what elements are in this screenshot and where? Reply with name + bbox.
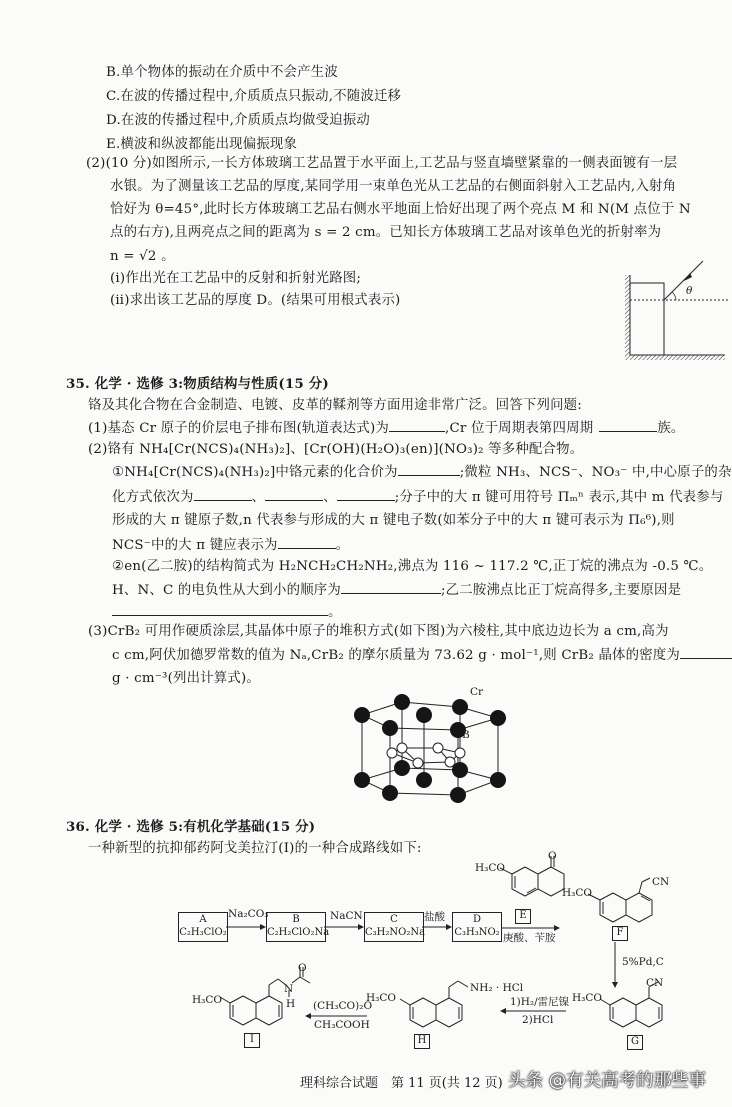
text: H、N、C 的电负性从大到小的顺序为 <box>112 583 341 598</box>
arrow-a-b <box>226 924 266 930</box>
q35-part3-line-3: g · cm⁻³(列出计算式)。 <box>112 671 260 686</box>
text: NCS⁻中的大 π 键应表示为 <box>112 538 278 553</box>
q35-part3-line-2 <box>112 646 732 665</box>
compound-b-box <box>266 912 330 942</box>
reagent-g-h-top: 1)H₂/雷尼镍 <box>510 996 570 1008</box>
tag-f: F <box>612 926 628 941</box>
reagent-a-b: Na₂CO₃ <box>228 908 269 920</box>
q2-line-5: n = √2 。 <box>110 249 175 264</box>
cr-label: Cr <box>470 686 484 698</box>
text: ;分子中的大 π 键可用符号 Πₘⁿ 表示,其中 m 代表参与 <box>394 490 724 505</box>
tag-h: H <box>414 1034 430 1049</box>
q35-part2-4 <box>112 536 349 555</box>
compound-c-box <box>364 912 424 942</box>
compound-c-name: C <box>390 914 398 925</box>
q35-part1 <box>88 419 684 438</box>
answer-blank-hybrid-3[interactable] <box>337 488 395 501</box>
sub-question-ii: (ⅱ)求出该工艺品的厚度 D。(结果可用根式表示) <box>110 293 401 308</box>
reagent-b-c: NaCN <box>330 910 363 922</box>
q36-title: 36. 化学 · 选修 5:有机化学基础(15 分) <box>66 819 316 835</box>
q35-part2-1 <box>112 463 732 482</box>
compound-i-structure <box>210 965 330 1045</box>
answer-blank-orbital[interactable] <box>389 419 445 432</box>
arrow-c-d <box>422 924 452 930</box>
answer-blank-group[interactable] <box>599 419 657 432</box>
reagent-c-d: 盐酸 <box>424 911 445 923</box>
text: ,Cr 位于周期表第四周期 <box>445 421 594 436</box>
compound-c-formula: C₃H₂NO₂Na <box>365 927 426 938</box>
arrow-b-c <box>324 924 364 930</box>
q35-part2-5: ②en(乙二胺)的结构简式为 H₂NCH₂CH₂NH₂,沸点为 116 ~ 117.2 ℃,正丁烷的沸点为 -0.5 ℃。 <box>112 559 713 574</box>
oxo-label-i: O <box>298 962 307 974</box>
compound-g-structure <box>600 985 720 1045</box>
q35-part2: (2)铬有 NH₄[Cr(NCS)₄(NH₃)₂]、[Cr(OH)(H₂O)₃(en)](NO₃)₂ 等多种配合物。 <box>88 442 584 457</box>
q2-line-4: 点的右方),且两亮点之间的距离为 s = 2 cm。已知长方体玻璃工艺品对该单色光的折射率为 <box>110 225 662 240</box>
option-e: E.横波和纵波都能出现偏振现象 <box>106 137 298 152</box>
arrow-f-g <box>612 942 618 988</box>
cn-label-f: CN <box>652 876 670 888</box>
q35-part2-2 <box>112 488 723 507</box>
option-d: D.在波的传播过程中,介质质点均做受迫振动 <box>106 113 371 128</box>
text: 。 <box>328 605 342 620</box>
answer-blank-reason[interactable] <box>112 603 328 616</box>
q2-line-2: 水银。为了测量该工艺品的厚度,某同学用一束单色光从工艺品的右侧面斜射入工艺品内,入射角 <box>110 179 677 194</box>
answer-blank-hybrid-2[interactable] <box>265 488 323 501</box>
glass-block-figure <box>620 255 732 365</box>
tag-g: G <box>627 1035 643 1050</box>
reagent-h-i-bottom: CH₃COOH <box>314 1019 370 1031</box>
answer-blank-hybrid-1[interactable] <box>194 488 252 501</box>
nh2-hcl-label: NH₂ · HCl <box>470 982 524 994</box>
text: 、 <box>251 490 266 505</box>
text: 化方式依次为 <box>112 490 194 505</box>
compound-a-formula: C₂H₃ClO₂ <box>179 927 227 938</box>
text: ;微粒 NH₃、NCS⁻、NO₃⁻ 中,中心原子的杂 <box>459 465 732 480</box>
q35-intro: 铬及其化合物在合金制造、电镀、皮革的鞣剂等方面用途非常广泛。回答下列问题: <box>88 398 582 413</box>
text: c cm,阿伏加德罗常数的值为 Nₐ,CrB₂ 的摩尔质量为 73.62 g · mol⁻¹,则 CrB₂ 晶体的密度为 <box>112 648 680 663</box>
page-footer: 理科综合试题 第 11 页(共 12 页) <box>300 1076 503 1091</box>
compound-d-name: D <box>472 914 482 925</box>
reagent-g-h-bottom: 2)HCl <box>522 1014 554 1026</box>
sub-question-i: (ⅰ)作出光在工艺品中的反射和折射光路图; <box>110 271 362 286</box>
text: ;乙二胺沸点比正丁烷高得多,主要原因是 <box>440 583 682 598</box>
text: 族。 <box>657 421 685 436</box>
answer-blank-valence[interactable] <box>398 463 460 476</box>
reagent-d-f: 庚酸、苄胺 <box>503 932 556 944</box>
theta-label: θ <box>686 285 693 297</box>
q35-part2-3: 形成的大 π 键原子数,n 代表参与形成的大 π 键电子数(如苯分子中的大 π 键可表示为 Π₆⁶),则 <box>112 513 675 528</box>
methoxy-label-i: H₃CO <box>192 994 223 1006</box>
q35-part3-line-1: (3)CrB₂ 可用作硬质涂层,其晶体中原子的堆积方式(如下图)为六棱柱,其中底边边长为 a cm,高为 <box>88 624 669 639</box>
tag-i: I <box>244 1033 260 1048</box>
q35-part2-7 <box>112 603 342 622</box>
compound-d-formula: C₃H₃NO₂ <box>454 927 500 938</box>
methoxy-label-h: H₃CO <box>366 992 397 1004</box>
watermark: 头条 @有关高考的那些事 <box>508 1071 707 1091</box>
cn-label-g: CN <box>646 977 664 989</box>
h-label: H <box>286 998 296 1010</box>
n-label: N <box>284 983 294 995</box>
reagent-f-g: 5%Pd,C <box>622 956 664 968</box>
methoxy-label-g: H₃CO <box>572 992 603 1004</box>
q35-title: 35. 化学 · 选修 3:物质结构与性质(15 分) <box>66 376 329 392</box>
compound-d-box <box>452 912 502 942</box>
answer-blank-pi-bond[interactable] <box>278 536 336 549</box>
methoxy-label-e: H₃CO <box>475 862 506 874</box>
b-label: B <box>462 729 470 741</box>
answer-blank-electronegativity[interactable] <box>341 581 441 594</box>
text: 。 <box>335 538 350 553</box>
option-b: B.单个物体的振动在介质中不会产生波 <box>106 65 338 80</box>
tag-e: E <box>515 909 531 924</box>
compound-b-name: B <box>292 914 300 925</box>
q2-line-3: 恰好为 θ=45°,此时长方体玻璃工艺品右侧水平地面上恰好出现了两个亮点 M 和 N(M 点位于 N <box>110 202 691 217</box>
compound-a-box <box>178 912 228 942</box>
text: (1)基态 Cr 原子的价层电子排布图(轨道表达式)为 <box>88 421 390 436</box>
text: 、 <box>323 490 337 505</box>
compound-b-formula: C₂H₂ClO₂Na <box>267 927 330 938</box>
compound-a-name: A <box>199 914 207 925</box>
q35-part2-6 <box>112 581 681 600</box>
text: ①NH₄[Cr(NCS)₄(NH₃)₂]中铬元素的化合价为 <box>112 465 398 480</box>
methoxy-label-f: H₃CO <box>562 887 593 899</box>
crbr2-crystal-figure <box>350 690 510 810</box>
reagent-h-i-top: (CH₃CO)₂O <box>313 1000 373 1012</box>
q2-line-1: (2)(10 分)如图所示,一长方体玻璃工艺品置于水平面上,工艺品与竖直墙壁紧靠的一侧表面镀有一层 <box>86 156 678 171</box>
oxo-label: O <box>548 850 557 862</box>
option-c: C.在波的传播过程中,介质质点只振动,不随波迁移 <box>106 89 402 104</box>
q36-intro: 一种新型的抗抑郁药阿戈美拉汀(I)的一种合成路线如下: <box>88 841 422 856</box>
answer-blank-density[interactable] <box>680 646 732 659</box>
